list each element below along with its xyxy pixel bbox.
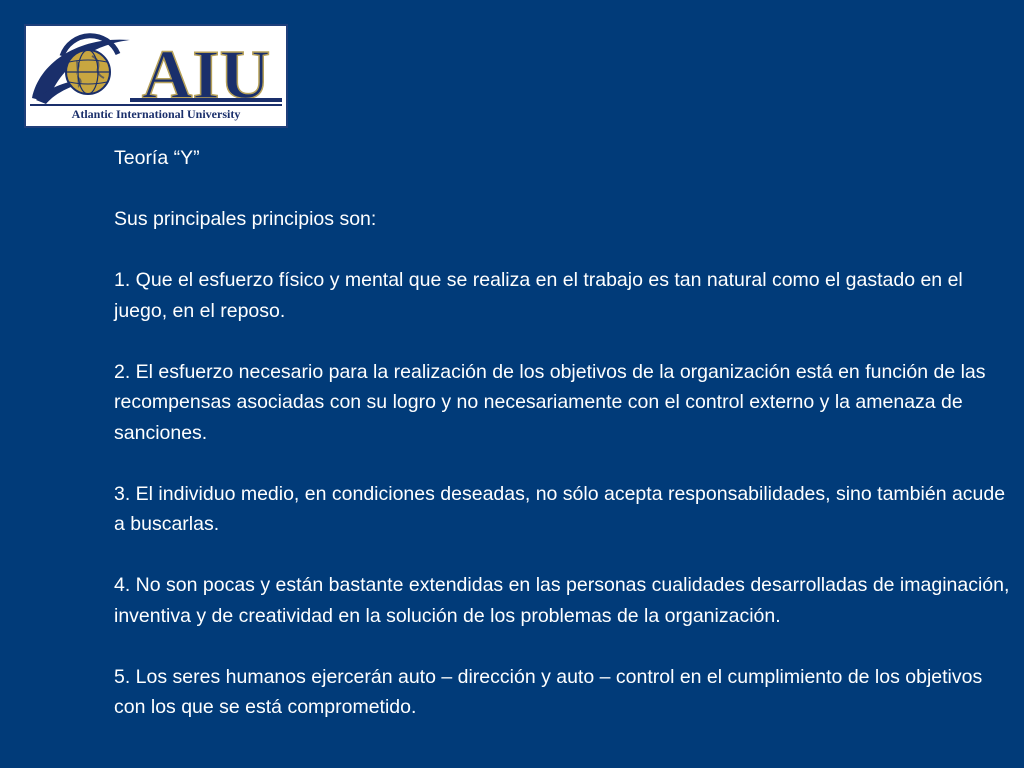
slide-title: Teoría “Y” — [114, 147, 200, 169]
principle-item: 2. El esfuerzo necesario para la realización de los objetivos de la organización está en función de las recompensas asociadas con su logro y no necesariamente con el control externo y la amenaza de sanciones. — [114, 360, 986, 444]
principle-item: 4. No son pocas y están bastante extendidas en las personas cualidades desarrolladas de imaginación, inventiva y de creatividad en la solución de los problemas de la organización. — [114, 574, 1010, 627]
principle-item: 5. Los seres humanos ejercerán auto – dirección y auto – control en el cumplimiento de los objetivos con los que se está comprometido. — [114, 665, 983, 718]
logo-caption: Atlantic International University — [30, 104, 282, 123]
aiu-logo — [24, 24, 288, 128]
slide-content — [114, 143, 1016, 723]
logo-letters: AIU — [141, 37, 271, 114]
principle-item: 3. El individuo medio, en condiciones deseadas, no sólo acepta responsabilidades, sino también acude a buscarlas. — [114, 482, 1006, 535]
slide-intro: Sus principales principios son: — [114, 208, 377, 230]
principle-item: 1. Que el esfuerzo físico y mental que se realiza en el trabajo es tan natural como el gastado en el juego, en el reposo. — [114, 269, 963, 322]
